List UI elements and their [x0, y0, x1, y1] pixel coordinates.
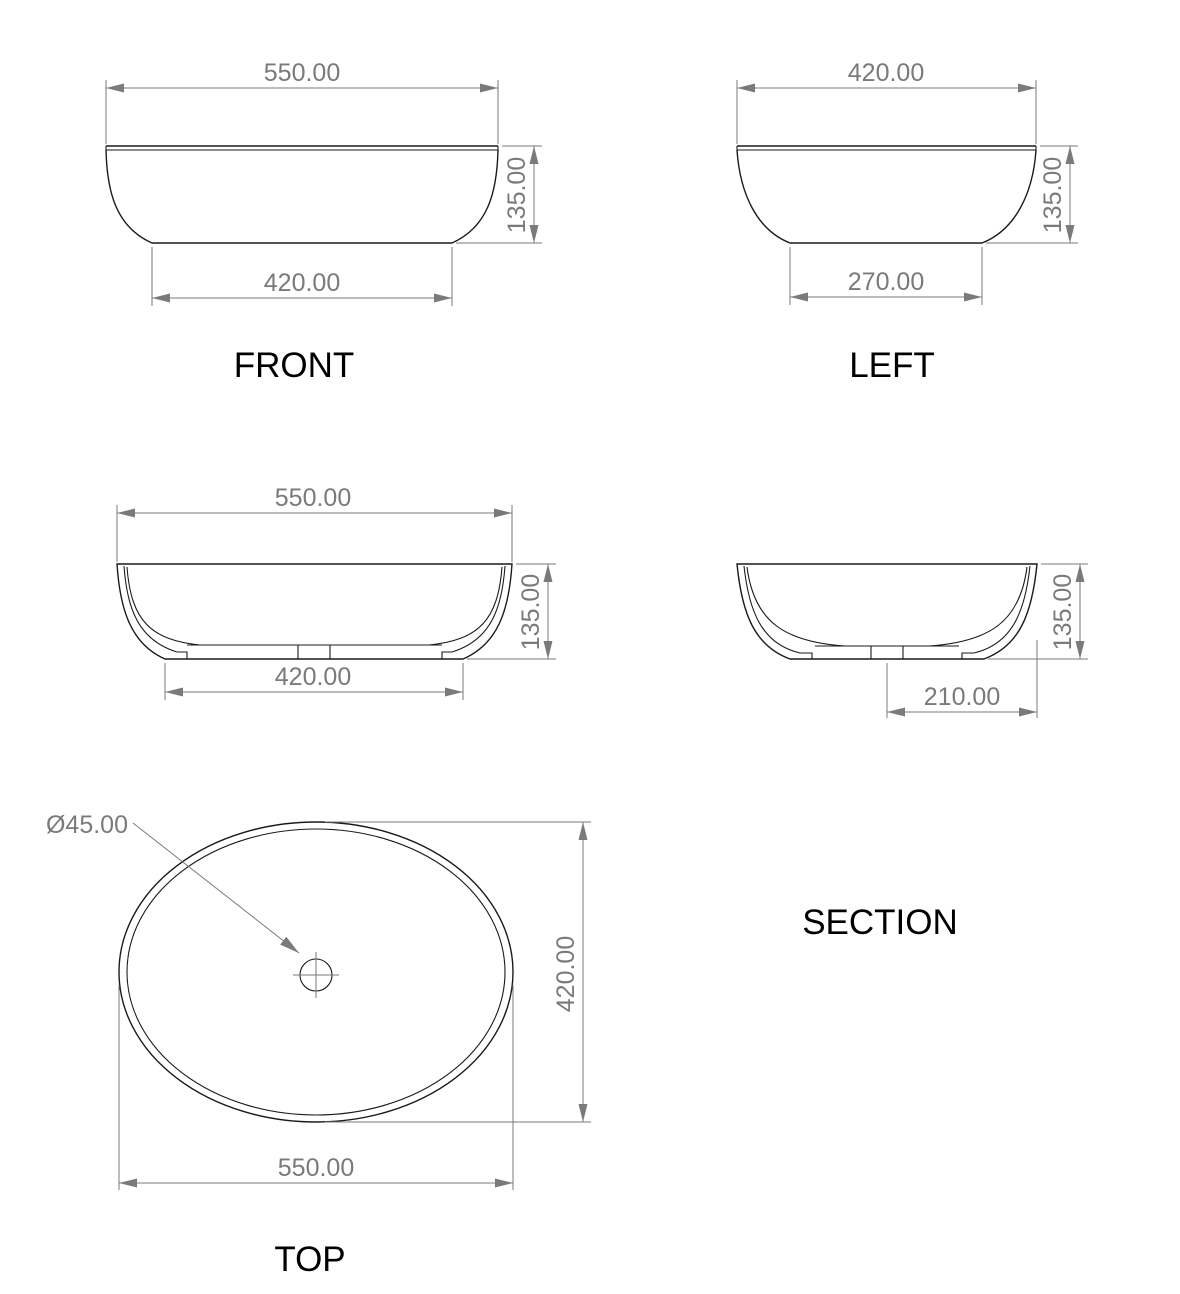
- section-front-base-arrow-right: [445, 688, 463, 697]
- section-front-width-arrow-right: [494, 509, 512, 518]
- top-width-arrow-right: [495, 1179, 513, 1188]
- section-side-outline: [737, 564, 1037, 659]
- section-front-drain-boss: [298, 645, 330, 659]
- left-base-text: 270.00: [847, 268, 925, 296]
- front-base-text: 420.00: [263, 269, 341, 297]
- section-front-shell-inner-right: [452, 566, 505, 652]
- section-side-bowl-left: [747, 567, 845, 646]
- top-width-text: 550.00: [277, 1154, 355, 1182]
- front-base-arrow-left: [152, 294, 170, 303]
- left-base-arrow-right: [964, 293, 982, 302]
- section-side-notch-left: [800, 653, 812, 659]
- front-width-arrow-right: [480, 84, 498, 93]
- front-view: [106, 59, 542, 385]
- section-front-width-arrow-left: [117, 509, 135, 518]
- top-drain-leader-arrow: [280, 937, 299, 953]
- section-side-half-arrow-right: [1019, 708, 1037, 717]
- front-base-arrow-right: [434, 294, 452, 303]
- top-drain-text: Ø45.00: [45, 811, 129, 839]
- front-height-text: 135.00: [503, 156, 531, 234]
- top-width-arrow-left: [119, 1179, 137, 1188]
- top-height-text: 420.00: [552, 935, 580, 1013]
- section-side-shell-inner-left: [744, 566, 800, 653]
- section-front-shell-inner-left: [124, 566, 177, 652]
- front-width-text: 550.00: [263, 59, 341, 87]
- top-height-arrow-top: [579, 822, 588, 840]
- section-side-bowl-right: [929, 567, 1027, 646]
- left-height-text: 135.00: [1039, 156, 1067, 234]
- section-side-drain-boss: [871, 646, 903, 659]
- section-front-notch-left: [177, 652, 187, 659]
- section-side-notch-right: [962, 653, 974, 659]
- left-view: [737, 59, 1078, 385]
- section-side-shell-inner-right: [974, 566, 1030, 653]
- top-view: [46, 811, 591, 1279]
- section-front-width-text: 550.00: [274, 484, 352, 512]
- section-front-height-text: 135.00: [517, 573, 545, 651]
- section-side-half-arrow-left: [887, 708, 905, 717]
- front-body-outline: [106, 150, 498, 243]
- left-body-outline: [737, 150, 1036, 243]
- left-width-arrow-right: [1018, 84, 1036, 93]
- section-front-base-text: 420.00: [274, 663, 352, 691]
- section-front-notch-right: [442, 652, 452, 659]
- section-view-label: SECTION: [802, 903, 958, 942]
- section-front-bowl-right: [429, 567, 502, 645]
- top-height-arrow-bottom: [579, 1104, 588, 1122]
- left-width-text: 420.00: [847, 59, 925, 87]
- section-side-height-text: 135.00: [1049, 573, 1077, 651]
- section-front-bowl-left: [127, 567, 200, 645]
- section-side-half-text: 210.00: [923, 683, 1001, 711]
- left-width-arrow-left: [737, 84, 755, 93]
- front-width-arrow-left: [106, 84, 124, 93]
- section-front-view: [117, 484, 556, 700]
- section-side-view: [737, 564, 1088, 718]
- top-view-label: TOP: [274, 1240, 346, 1279]
- front-view-label: FRONT: [233, 346, 355, 385]
- section-front-base-arrow-left: [165, 688, 183, 697]
- left-base-arrow-left: [790, 293, 808, 302]
- left-view-label: LEFT: [849, 346, 935, 385]
